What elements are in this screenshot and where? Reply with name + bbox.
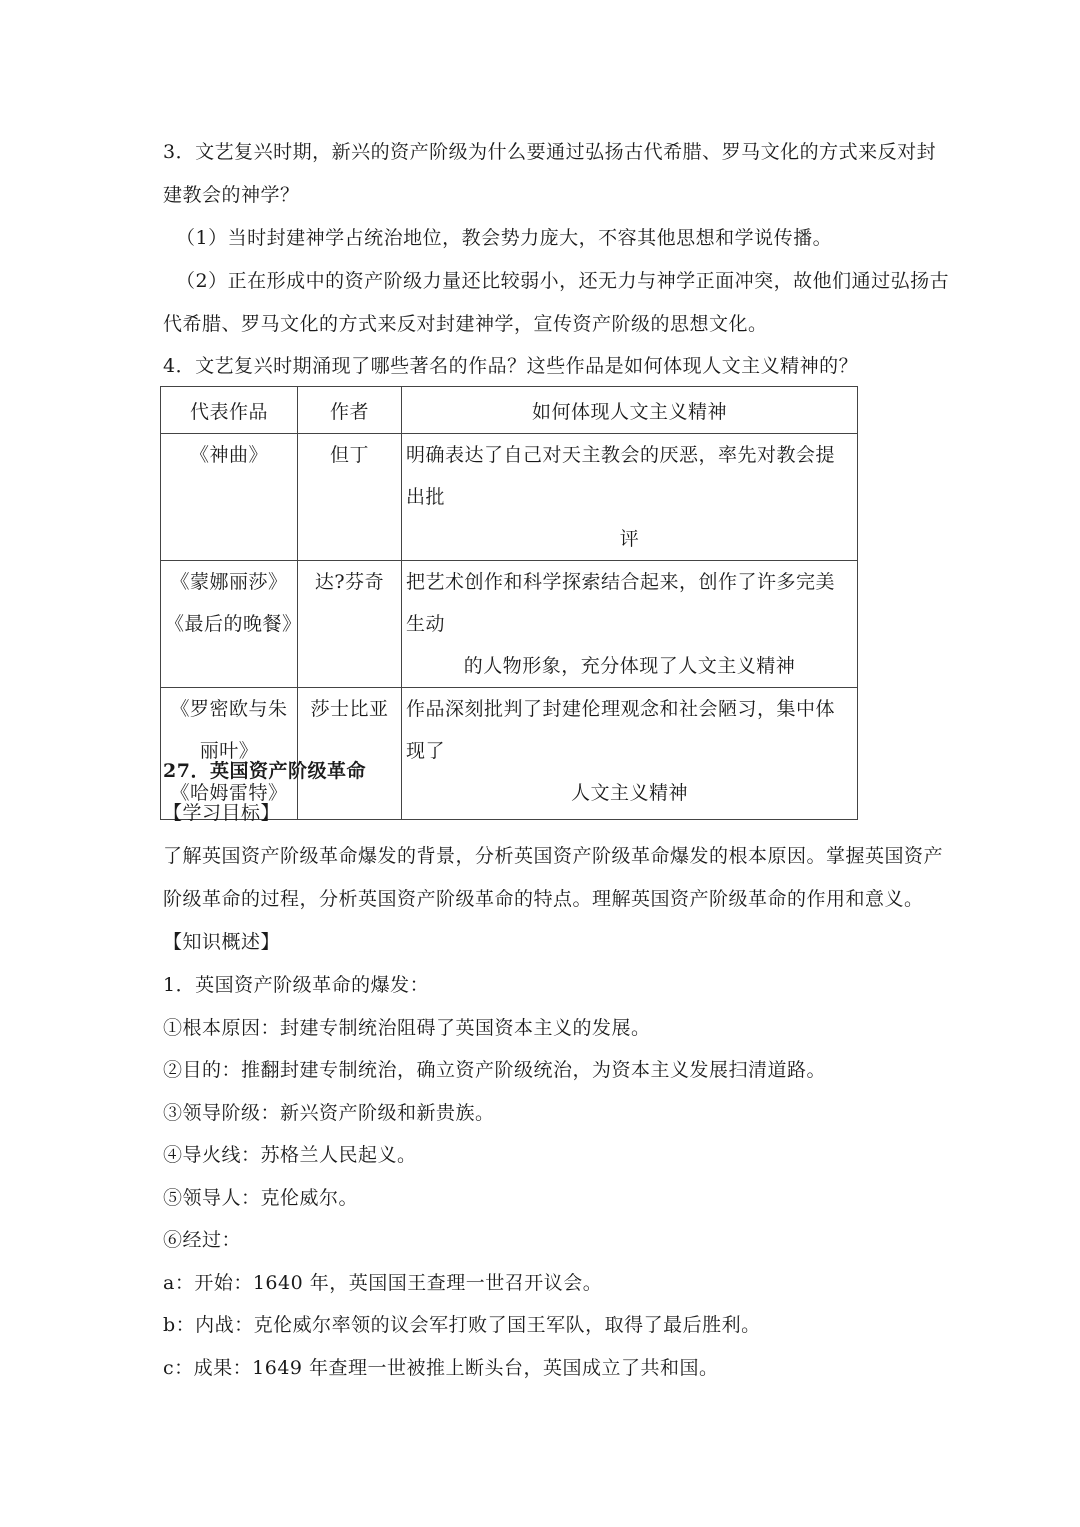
q4-question: 4．文艺复兴时期涌现了哪些著名的作品？这些作品是如何体现人文主义精神的？	[163, 355, 859, 377]
work-title: 《哈姆雷特》	[170, 782, 288, 804]
desc-cell	[402, 561, 858, 688]
sub-item: b：内战：克伦威尔率领的议会军打败了国王军队，取得了最后胜利。	[163, 1314, 761, 1336]
table-header-work: 代表作品	[161, 387, 298, 434]
desc-line: 把艺术创作和科学探索结合起来，创作了许多完美生动	[406, 571, 836, 635]
work-title: 《神曲》	[189, 444, 268, 466]
author-name: 但丁	[329, 444, 369, 466]
author-cell	[298, 561, 402, 688]
work-title: 丽叶》	[199, 740, 259, 762]
sub-item: c：成果：1649 年查理一世被推上断头台，英国成立了共和国。	[163, 1357, 719, 1379]
overview-heading: 【知识概述】	[163, 931, 281, 953]
work-title: 《罗密欧与朱	[170, 698, 288, 720]
work-title: 《蒙娜丽莎》	[170, 571, 288, 593]
q3-line-2: 建教会的神学？	[163, 184, 300, 206]
q3-answer-2-line-2: 代希腊、罗马文化的方式来反对封建神学，宣传资产阶级的思想文化。	[163, 313, 768, 335]
goal-line-1: 了解英国资产阶级革命爆发的背景，分析英国资产阶级革命爆发的根本原因。掌握英国资产	[163, 845, 944, 867]
author-name: 达?芬奇	[314, 571, 385, 593]
desc-line: 的人物形象，充分体现了人文主义精神	[463, 655, 796, 677]
table-row	[161, 434, 858, 561]
author-cell	[298, 434, 402, 561]
sub-item: a：开始：1640 年，英国国王查理一世召开议会。	[163, 1272, 603, 1294]
list-item: ⑤领导人：克伦威尔。	[163, 1187, 359, 1209]
work-title: 《最后的晚餐》	[165, 613, 302, 635]
work-cell	[161, 434, 298, 561]
table-row	[161, 561, 858, 688]
desc-line: 明确表达了自己对天主教会的厌恶，率先对教会提出批	[406, 444, 836, 508]
goal-heading: 【学习目标】	[163, 802, 281, 824]
point-1: 1．英国资产阶级革命的爆发：	[163, 974, 430, 996]
table-header-row	[161, 387, 858, 434]
desc-line: 作品深刻批判了封建伦理观念和社会陋习，集中体现了	[406, 698, 836, 762]
desc-line: 人文主义精神	[570, 782, 688, 804]
works-table	[160, 386, 858, 820]
list-item: ⑥经过：	[163, 1229, 242, 1251]
table-header-author: 作者	[298, 387, 402, 434]
list-item: ④导火线：苏格兰人民起义。	[163, 1144, 417, 1166]
goal-line-2: 阶级革命的过程，分析英国资产阶级革命的特点。理解英国资产阶级革命的作用和意义。	[163, 888, 924, 910]
work-cell	[161, 561, 302, 688]
q3-answer-2-line-1: （2）正在形成中的资产阶级力量还比较弱小，还无力与神学正面冲突，故他们通过弘扬古	[176, 270, 950, 292]
author-name: 莎士比亚	[310, 698, 389, 720]
list-item: ②目的：推翻封建专制统治，确立资产阶级统治，为资本主义发展扫清道路。	[163, 1059, 827, 1081]
list-item: ③领导阶级：新兴资产阶级和新贵族。	[163, 1102, 495, 1124]
q3-line-1: 3．文艺复兴时期，新兴的资产阶级为什么要通过弘扬古代希腊、罗马文化的方式来反对封	[163, 141, 937, 163]
desc-line: 评	[619, 528, 640, 550]
list-item: ①根本原因：封建专制统治阻碍了英国资本主义的发展。	[163, 1017, 651, 1039]
q3-answer-1: （1）当时封建神学占统治地位，教会势力庞大，不容其他思想和学说传播。	[176, 227, 833, 249]
lesson-title: 27．英国资产阶级革命	[163, 760, 366, 782]
desc-cell	[402, 688, 858, 820]
table-header-desc: 如何体现人文主义精神	[402, 387, 858, 434]
author-cell	[298, 688, 402, 820]
desc-cell	[402, 434, 858, 561]
